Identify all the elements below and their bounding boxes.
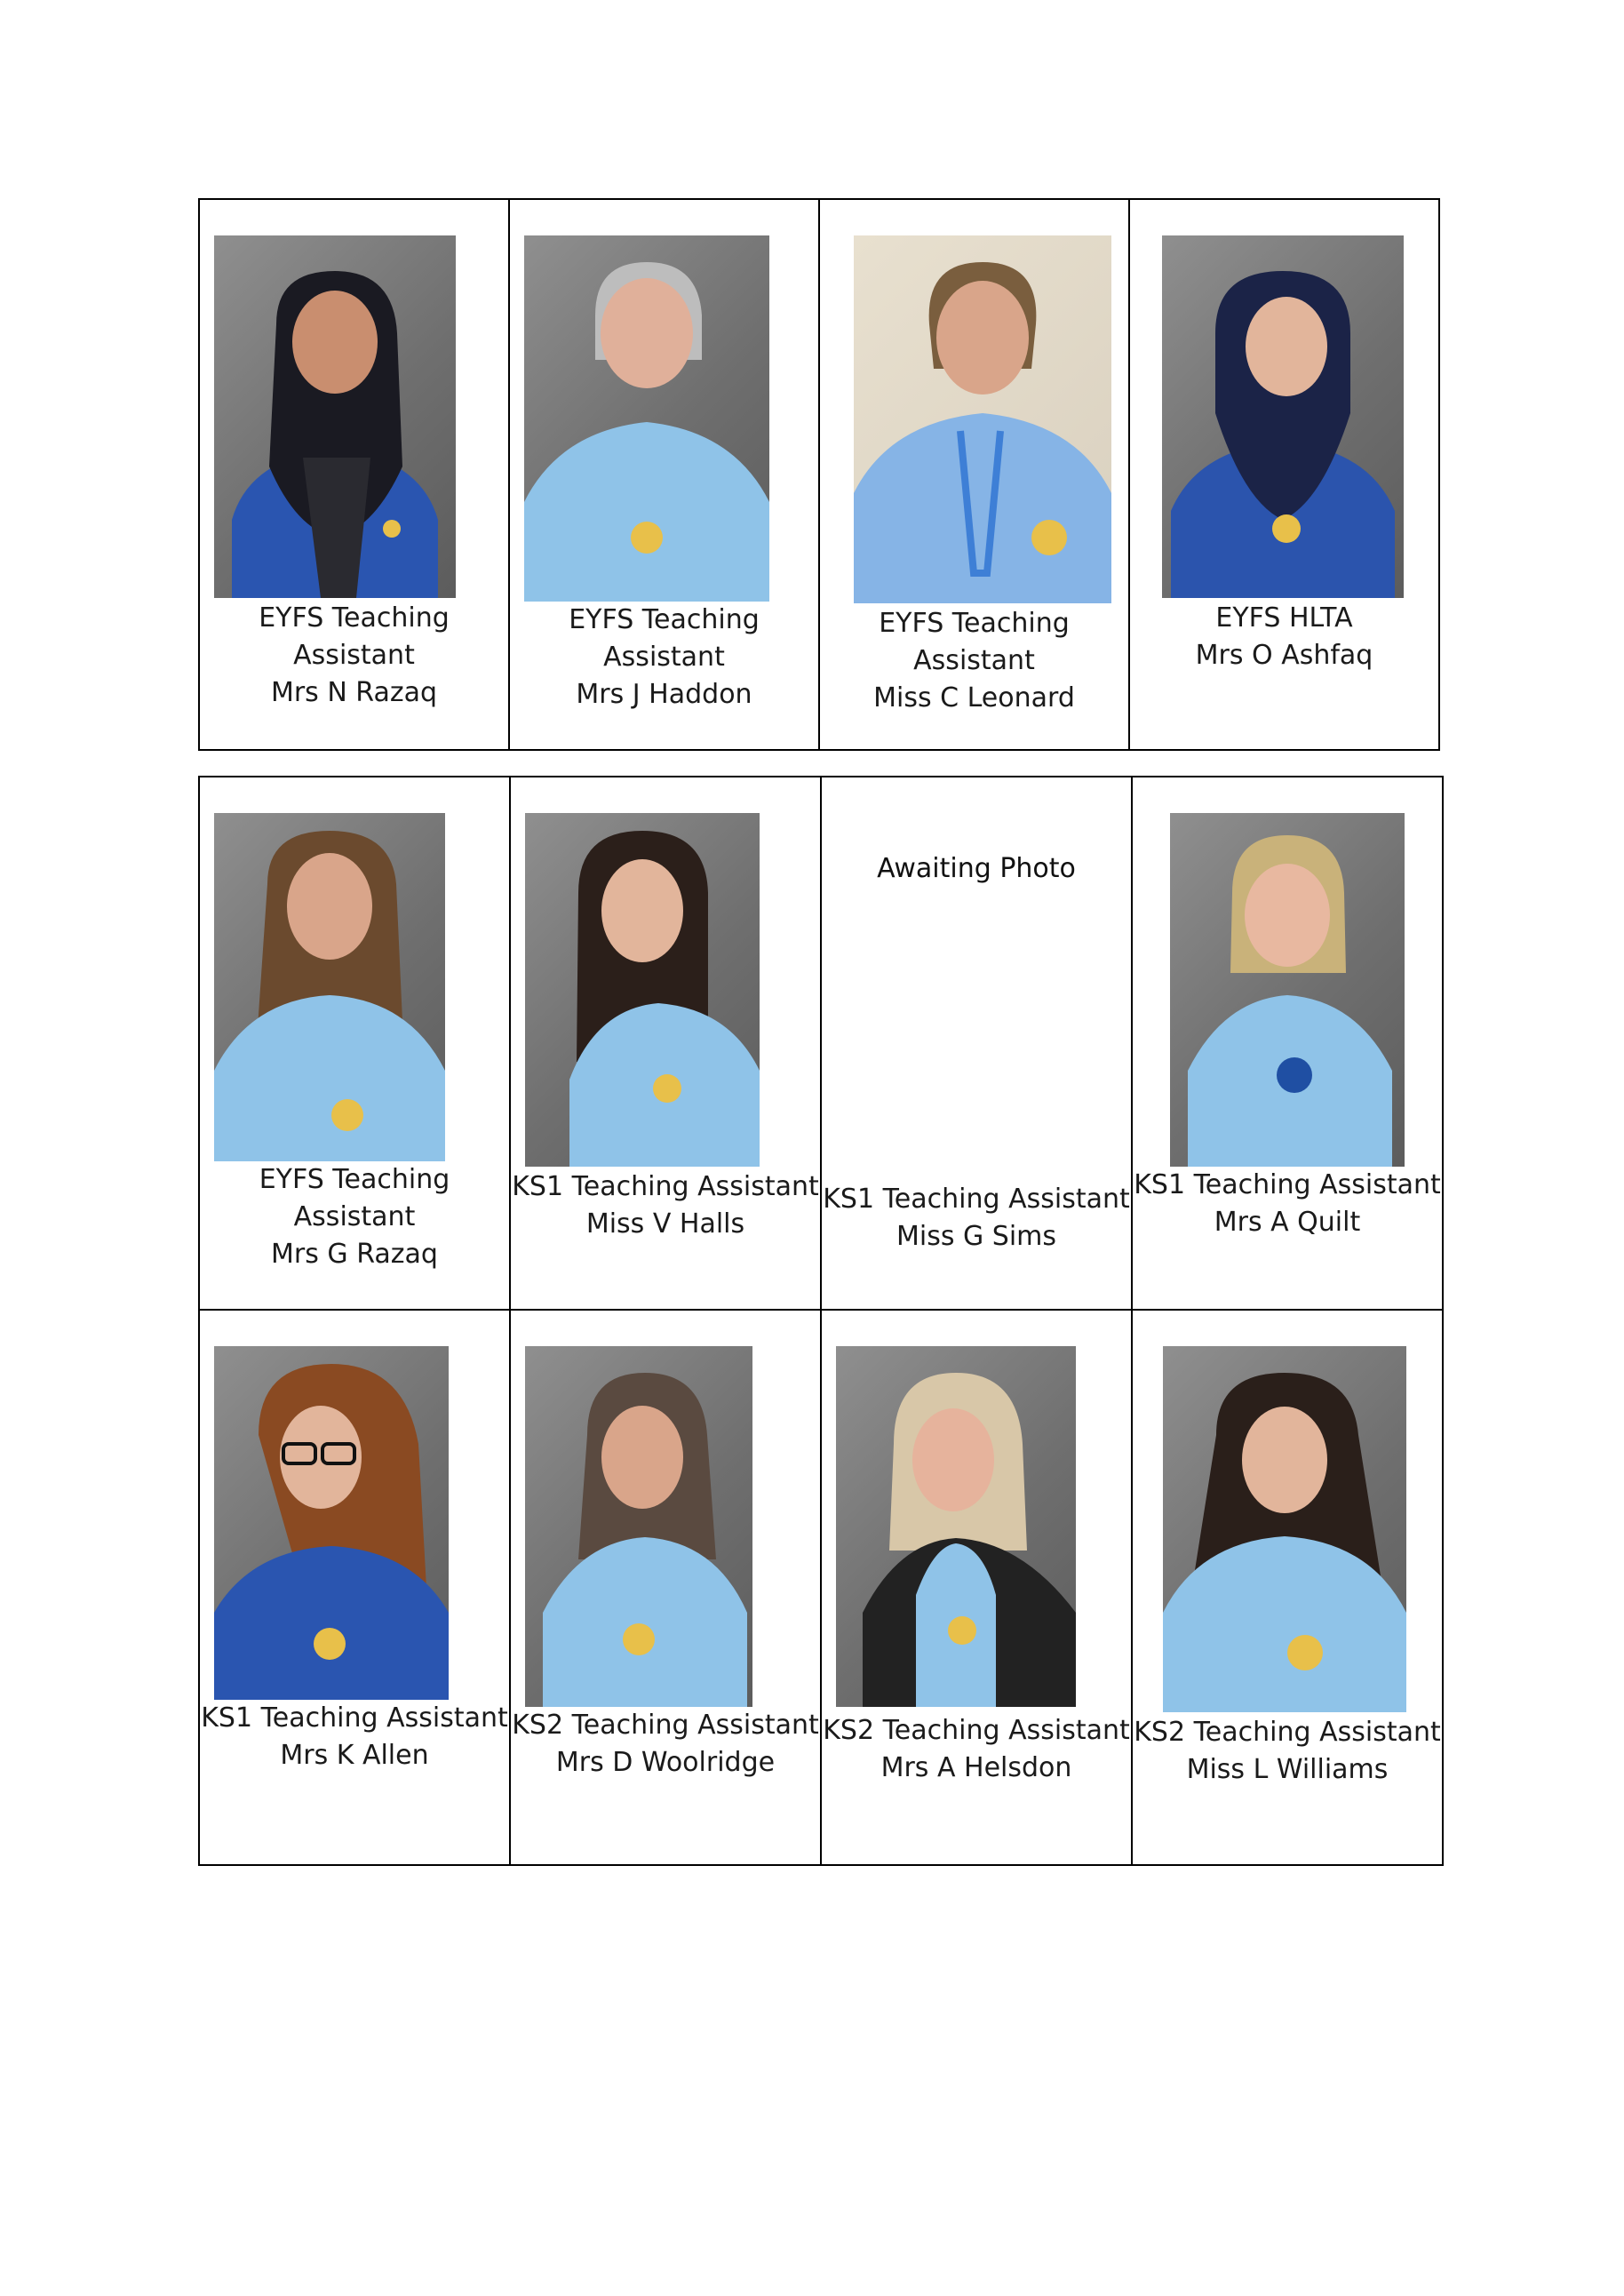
staff-caption: KS2 Teaching Assistant Mrs D Woolridge — [512, 1710, 819, 1778]
staff-caption: EYFS Teaching Assistant Mrs G Razaq — [259, 1164, 450, 1270]
staff-photo — [214, 235, 456, 598]
staff-caption: KS1 Teaching Assistant Miss V Halls — [512, 1171, 819, 1240]
staff-cell — [1129, 199, 1439, 750]
staff-photo — [1170, 813, 1405, 1167]
staff-table-top — [198, 198, 1440, 751]
staff-caption: EYFS HLTA Mrs O Ashfaq — [1195, 602, 1373, 671]
staff-caption: EYFS Teaching Assistant Mrs N Razaq — [259, 602, 450, 708]
staff-caption: EYFS Teaching Assistant Miss C Leonard — [873, 608, 1075, 714]
staff-photo — [1162, 235, 1404, 598]
staff-photo — [1163, 1346, 1406, 1712]
staff-cell — [1132, 777, 1443, 1310]
staff-caption: KS2 Teaching Assistant Mrs A Helsdon — [823, 1715, 1130, 1783]
staff-cell — [1132, 1310, 1443, 1865]
staff-cell — [199, 777, 510, 1310]
staff-photo — [214, 1346, 449, 1700]
staff-caption: KS1 Teaching Assistant Mrs A Quilt — [1134, 1169, 1441, 1238]
staff-photo — [214, 813, 445, 1161]
staff-photo — [525, 1346, 752, 1707]
staff-photo — [525, 813, 760, 1167]
staff-cell — [819, 199, 1129, 750]
staff-cell — [199, 199, 509, 750]
staff-cell — [821, 1310, 1132, 1865]
staff-table-bottom — [198, 776, 1444, 1866]
staff-photo — [836, 1346, 1076, 1707]
staff-cell — [509, 199, 819, 750]
staff-cell — [821, 777, 1132, 1310]
staff-caption: EYFS Teaching Assistant Mrs J Haddon — [569, 604, 760, 710]
staff-cell — [510, 1310, 821, 1865]
staff-cell — [199, 1310, 510, 1865]
staff-photo — [854, 235, 1111, 603]
staff-caption: KS1 Teaching Assistant Mrs K Allen — [201, 1702, 508, 1771]
staff-caption: KS1 Teaching Assistant Miss G Sims — [823, 1184, 1130, 1252]
staff-caption: KS2 Teaching Assistant Miss L Williams — [1134, 1717, 1441, 1785]
awaiting-photo-label: Awaiting Photo — [877, 853, 1076, 884]
staff-cell — [510, 777, 821, 1310]
staff-photo — [524, 235, 769, 602]
